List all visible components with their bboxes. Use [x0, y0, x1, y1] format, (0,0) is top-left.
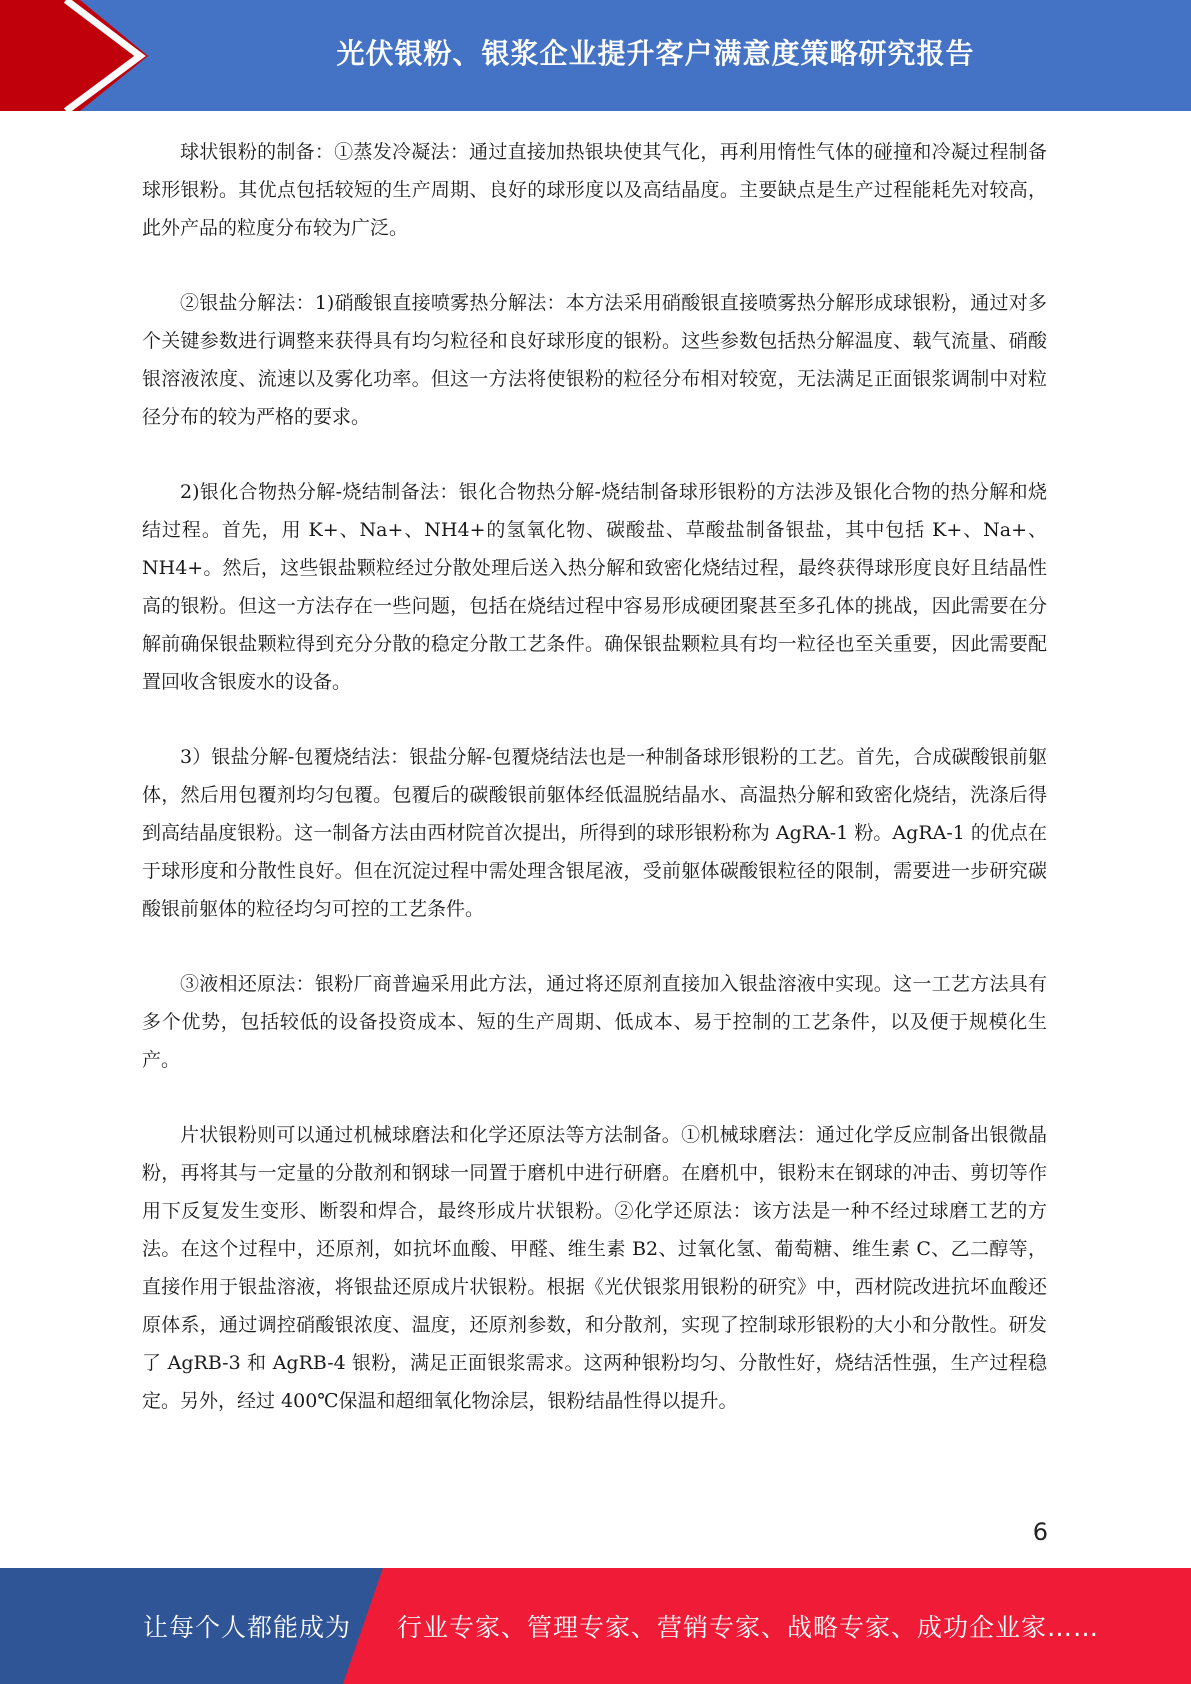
document-body	[142, 133, 1047, 1457]
footer-slogan-right: 行业专家、管理专家、营销专家、战略专家、成功企业家……	[397, 1613, 1100, 1642]
header-arrow-icon	[0, 0, 160, 111]
report-title: 光伏银粉、银浆企业提升客户满意度策略研究报告	[336, 37, 975, 70]
page-number: 6	[1032, 1518, 1048, 1546]
paragraph: ②银盐分解法：1)硝酸银直接喷雾热分解法：本方法采用硝酸银直接喷雾热分解形成球银粉，通过对多个关键参数进行调整来获得具有均匀粒径和良好球形度的银粉。这些参数包括热分解温度、载气流量、硝酸银溶液浓度、流速以及雾化功率。但这一方法将使银粉的粒径分布相对较宽，无法满足正面银浆调制中对粒径分布的较为严格的要求。	[142, 292, 1047, 428]
footer-slogan-left: 让每个人都能成为	[143, 1613, 352, 1642]
page-footer	[0, 1568, 1191, 1684]
paragraph: 球状银粉的制备：①蒸发冷凝法：通过直接加热银块使其气化，再利用惰性气体的碰撞和冷凝过程制备球形银粉。其优点包括较短的生产周期、良好的球形度以及高结晶度。主要缺点是生产过程能耗先对较高，此外产品的粒度分布较为广泛。	[142, 141, 1047, 239]
paragraph: 片状银粉则可以通过机械球磨法和化学还原法等方法制备。①机械球磨法：通过化学反应制备出银微晶粉，再将其与一定量的分散剂和钢球一同置于磨机中进行研磨。在磨机中，银粉末在钢球的冲击、剪切等作用下反复发生变形、断裂和焊合，最终形成片状银粉。②化学还原法：该方法是一种不经过球磨工艺的方法。在这个过程中，还原剂，如抗坏血酸、甲醛、维生素 B2、过氧化氢、葡萄糖、维生素 C、乙二醇等，直接作用于银盐溶液，将银盐还原成片状银粉。根据《光伏银浆用银粉的研究》中，西材院改进抗坏血酸还原体系，通过调控硝酸银浓度、温度，还原剂参数，和分散剂，实现了控制球形银粉的大小和分散性。研发了 AgRB-3 和 AgRB-4 银粉，满足正面银浆需求。这两种银粉均匀、分散性好，烧结活性强，生产过程稳定。另外，经过 400℃保温和超细氧化物涂层，银粉结晶性得以提升。	[142, 1124, 1047, 1412]
page-header	[0, 0, 1191, 111]
paragraph: ③液相还原法：银粉厂商普遍采用此方法，通过将还原剂直接加入银盐溶液中实现。这一工艺方法具有多个优势，包括较低的设备投资成本、短的生产周期、低成本、易于控制的工艺条件，以及便于规模化生产。	[142, 973, 1047, 1071]
paragraph: 2)银化合物热分解-烧结制备法：银化合物热分解-烧结制备球形银粉的方法涉及银化合物的热分解和烧结过程。首先，用 K+、Na+、NH4+的氢氧化物、碳酸盐、草酸盐制备银盐，其中包括 K+、Na+、NH4+。然后，这些银盐颗粒经过分散处理后送入热分解和致密化烧结过程，最终获得球形度良好且结晶性高的银粉。但这一方法存在一些问题，包括在烧结过程中容易形成硬团聚甚至多孔体的挑战，因此需要在分解前确保银盐颗粒得到充分分散的稳定分散工艺条件。确保银盐颗粒具有均一粒径也至关重要，因此需要配置回收含银废水的设备。	[142, 481, 1047, 693]
paragraph: 3）银盐分解-包覆烧结法：银盐分解-包覆烧结法也是一种制备球形银粉的工艺。首先，合成碳酸银前躯体，然后用包覆剂均匀包覆。包覆后的碳酸银前躯体经低温脱结晶水、高温热分解和致密化烧结，洗涤后得到高结晶度银粉。这一制备方法由西材院首次提出，所得到的球形银粉称为 AgRA-1 粉。AgRA-1 的优点在于球形度和分散性良好。但在沉淀过程中需处理含银尾液，受前躯体碳酸银粒径的限制，需要进一步研究碳酸银前躯体的粒径均匀可控的工艺条件。	[142, 746, 1047, 920]
